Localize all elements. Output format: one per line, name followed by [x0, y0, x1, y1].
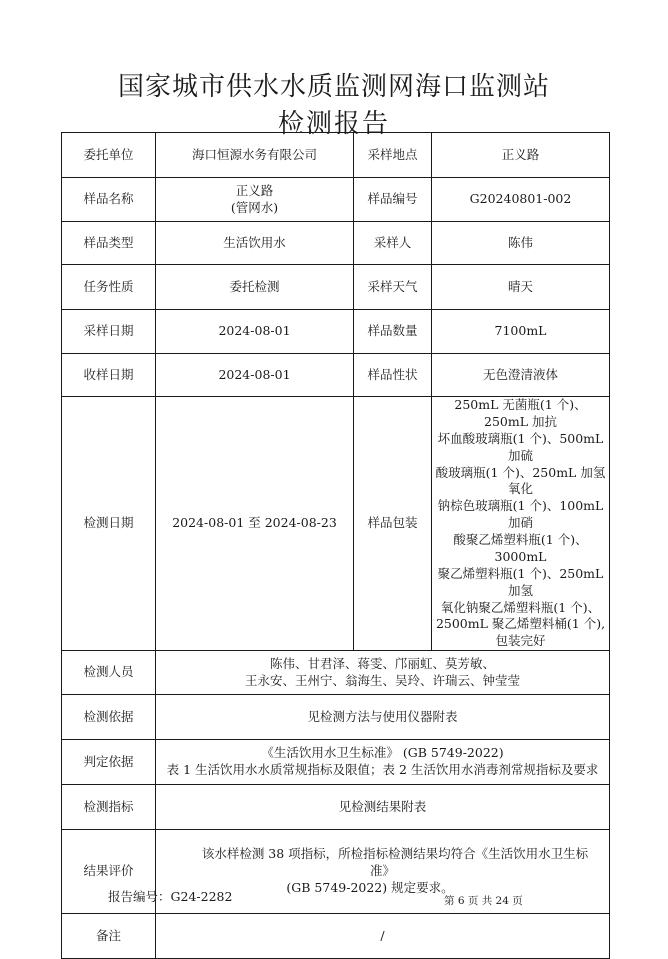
page-number: 第 6 页 共 24 页	[444, 895, 523, 907]
basis-label: 检测依据	[62, 695, 156, 740]
sample-no-label: 样品编号	[354, 178, 432, 222]
criteria-line1: 《生活饮用水卫生标准》 (GB 5749-2022)	[261, 745, 504, 761]
test-date-value: 2024-08-01 至 2024-08-23	[156, 397, 354, 651]
client-label: 委托单位	[62, 133, 156, 178]
packaging-line: 坏血酸玻璃瓶(1 个)、500mL 加硫	[437, 430, 604, 463]
criteria-label: 判定依据	[62, 740, 156, 785]
task-label: 任务性质	[62, 265, 156, 310]
criteria-line2: 表 1 生活饮用水水质常规指标及限值；表 2 生活饮用水消毒剂常规指标及要求	[166, 762, 599, 778]
remarks-value: /	[156, 914, 610, 959]
table-row	[62, 265, 610, 310]
table-row	[62, 914, 610, 959]
packaging-line: 酸聚乙烯塑料瓶(1 个)、3000mL	[453, 532, 588, 564]
table-row	[62, 310, 610, 354]
table-row	[62, 354, 610, 397]
sampler-label: 采样人	[354, 222, 432, 265]
result-line2: (GB 5749-2022) 规定要求。	[286, 880, 454, 896]
packaging-line: 250mL 无菌瓶(1 个)、250mL 加抗	[454, 397, 587, 429]
packaging-line: 聚乙烯塑料瓶(1 个)、250mL 加氢	[437, 565, 604, 598]
table-row	[62, 651, 610, 695]
packaging-line: 2500mL 聚乙烯塑料桶(1 个),	[435, 616, 606, 632]
table-row	[62, 785, 610, 830]
packaging-line: 包装完好	[495, 633, 546, 649]
site-value: 正义路	[432, 133, 610, 178]
packaging-line: 氧化钠聚乙烯塑料瓶(1 个)、	[440, 599, 601, 615]
result-label: 结果评价	[62, 830, 156, 914]
packaging-value	[432, 397, 610, 651]
table-row	[62, 222, 610, 265]
report-table	[61, 132, 610, 959]
receive-date-label: 收样日期	[62, 354, 156, 397]
site-label: 采样地点	[354, 133, 432, 178]
sample-type-label: 样品类型	[62, 222, 156, 265]
appearance-label: 样品性状	[354, 354, 432, 397]
appearance-value: 无色澄清液体	[432, 354, 610, 397]
table-row	[62, 397, 610, 651]
sample-name-line1: 正义路	[235, 182, 274, 198]
client-value: 海口恒源水务有限公司	[156, 133, 354, 178]
quantity-label: 样品数量	[354, 310, 432, 354]
staff-line1: 陈伟、甘君泽、蒋雯、邝丽虹、莫芳敏、	[269, 655, 495, 671]
packaging-line: 酸玻璃瓶(1 个)、250mL 加氢氧化	[435, 464, 606, 497]
task-value: 委托检测	[156, 265, 354, 310]
table-row	[62, 695, 610, 740]
quantity-value: 7100mL	[432, 310, 610, 354]
staff-label: 检测人员	[62, 651, 156, 695]
test-date-label: 检测日期	[62, 397, 156, 651]
packaging-line: 钠棕色玻璃瓶(1 个)、100mL 加硝	[437, 498, 604, 531]
criteria-value	[156, 740, 610, 785]
table-row	[62, 740, 610, 785]
sample-name-value	[156, 178, 354, 222]
report-title-line1: 国家城市供水水质监测网海口监测站	[117, 72, 550, 102]
result-line1: 该水样检测 38 项指标，所检指标检测结果均符合《生活饮用水卫生标准》	[201, 846, 589, 879]
sample-name-line2: (管网水)	[230, 199, 279, 215]
packaging-label: 样品包装	[354, 397, 432, 651]
staff-line2: 王永安、王州宁、翁海生、吴玲、许瑞云、钟莹莹	[244, 672, 520, 688]
table-row	[62, 178, 610, 222]
sample-type-value: 生活饮用水	[156, 222, 354, 265]
indicators-value: 见检测结果附表	[156, 785, 610, 830]
basis-value: 见检测方法与使用仪器附表	[156, 695, 610, 740]
receive-date-value: 2024-08-01	[156, 354, 354, 397]
remarks-label: 备注	[62, 914, 156, 959]
report-title-line2: 检测报告	[277, 109, 390, 139]
indicators-label: 检测指标	[62, 785, 156, 830]
sample-date-label: 采样日期	[62, 310, 156, 354]
staff-value	[156, 651, 610, 695]
sample-no-value: G20240801-002	[432, 178, 610, 222]
report-number: 报告编号：G24-2282	[108, 889, 233, 904]
weather-label: 采样天气	[354, 265, 432, 310]
weather-value: 晴天	[432, 265, 610, 310]
sample-name-label: 样品名称	[62, 178, 156, 222]
sample-date-value: 2024-08-01	[156, 310, 354, 354]
table-row	[62, 133, 610, 178]
sampler-value: 陈伟	[432, 222, 610, 265]
